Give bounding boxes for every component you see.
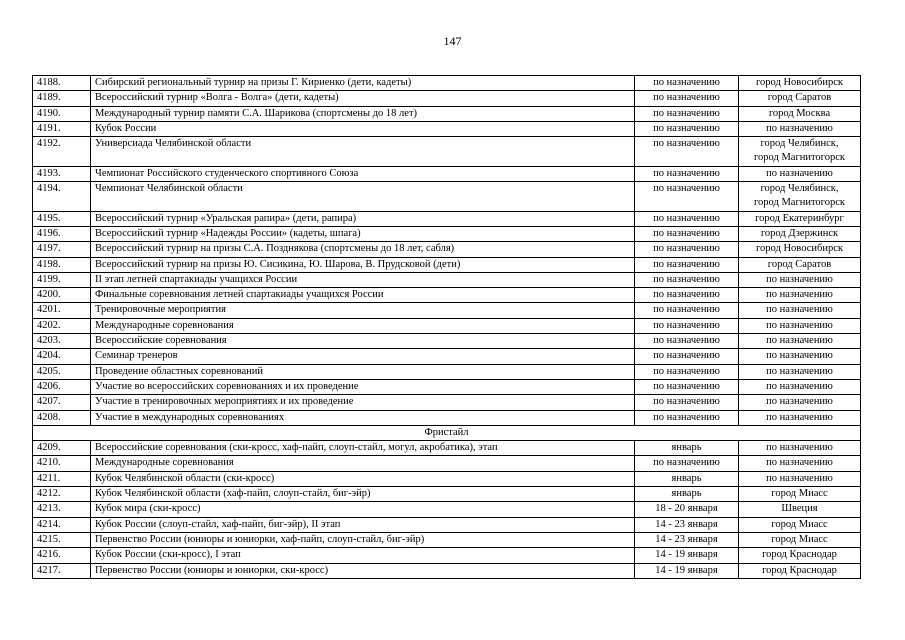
event-date: по назначению bbox=[635, 364, 739, 379]
table-row bbox=[33, 364, 861, 379]
event-place: город Саратов bbox=[739, 91, 861, 106]
table-row bbox=[33, 76, 861, 91]
event-place: город Миасс bbox=[739, 517, 861, 532]
event-name: Универсиада Челябинской области bbox=[91, 137, 635, 167]
row-number: 4208. bbox=[33, 410, 91, 425]
event-name: Всероссийский турнир «Надежды России» (кадеты, шпага) bbox=[91, 226, 635, 241]
event-name: Международный турнир памяти С.А. Шарикова (спортсмены до 18 лет) bbox=[91, 106, 635, 121]
event-name: Всероссийские соревнования (ски-кросс, хаф-пайп, слоуп-стайл, могул, акробатика), этап bbox=[91, 441, 635, 456]
table-row bbox=[33, 211, 861, 226]
table-row bbox=[33, 471, 861, 486]
event-place: по назначению bbox=[739, 379, 861, 394]
event-place: город Новосибирск bbox=[739, 242, 861, 257]
event-place: город Дзержинск bbox=[739, 226, 861, 241]
event-date: 18 - 20 января bbox=[635, 502, 739, 517]
event-place: по назначению bbox=[739, 456, 861, 471]
table-row bbox=[33, 182, 861, 212]
row-number: 4191. bbox=[33, 121, 91, 136]
event-date: 14 - 19 января bbox=[635, 563, 739, 578]
event-date: по назначению bbox=[635, 379, 739, 394]
event-place: по назначению bbox=[739, 334, 861, 349]
table-row bbox=[33, 242, 861, 257]
event-name: Первенство России (юниоры и юниорки, ски-кросс) bbox=[91, 563, 635, 578]
row-number: 4217. bbox=[33, 563, 91, 578]
event-place: город Миасс bbox=[739, 487, 861, 502]
row-number: 4195. bbox=[33, 211, 91, 226]
page-number: 147 bbox=[443, 34, 462, 48]
event-date: по назначению bbox=[635, 257, 739, 272]
event-name: Первенство России (юниоры и юниорки, хаф-пайп, слоуп-стайл, биг-эйр) bbox=[91, 532, 635, 547]
event-place-line: город Челябинск, bbox=[760, 138, 839, 150]
table-row bbox=[33, 257, 861, 272]
table-row bbox=[33, 395, 861, 410]
event-name: Всероссийский турнир «Уральская рапира» (дети, рапира) bbox=[91, 211, 635, 226]
row-number: 4215. bbox=[33, 532, 91, 547]
event-name: Всероссийский турнир «Волга - Волга» (дети, кадеты) bbox=[91, 91, 635, 106]
event-date: по назначению bbox=[635, 288, 739, 303]
event-date: 14 - 23 января bbox=[635, 517, 739, 532]
event-name: Сибирский региональный турнир на призы Г. Кириенко (дети, кадеты) bbox=[91, 76, 635, 91]
event-date: по назначению bbox=[635, 137, 739, 167]
events-table bbox=[32, 75, 861, 579]
event-place: город Саратов bbox=[739, 257, 861, 272]
row-number: 4209. bbox=[33, 441, 91, 456]
event-date: 14 - 23 января bbox=[635, 532, 739, 547]
event-date: по назначению bbox=[635, 91, 739, 106]
table-row bbox=[33, 318, 861, 333]
event-name: Кубок Челябинской области (ски-кросс) bbox=[91, 471, 635, 486]
event-place: город Миасс bbox=[739, 532, 861, 547]
event-date: по назначению bbox=[635, 334, 739, 349]
event-name: Кубок мира (ски-кросс) bbox=[91, 502, 635, 517]
event-place: по назначению bbox=[739, 441, 861, 456]
row-number: 4206. bbox=[33, 379, 91, 394]
event-place-line: город Магнитогорск bbox=[753, 152, 845, 164]
row-number: 4198. bbox=[33, 257, 91, 272]
event-date: по назначению bbox=[635, 166, 739, 181]
event-name: Международные соревнования bbox=[91, 456, 635, 471]
event-date: январь bbox=[635, 487, 739, 502]
event-date: по назначению bbox=[635, 226, 739, 241]
event-name: Участие в тренировочных мероприятиях и их проведение bbox=[91, 395, 635, 410]
event-place: по назначению bbox=[739, 303, 861, 318]
event-place: по назначению bbox=[739, 318, 861, 333]
event-name: Кубок России (ски-кросс), I этап bbox=[91, 548, 635, 563]
table-row bbox=[33, 532, 861, 547]
row-number: 4207. bbox=[33, 395, 91, 410]
event-place: по назначению bbox=[739, 395, 861, 410]
row-number: 4188. bbox=[33, 76, 91, 91]
event-place: по назначению bbox=[739, 288, 861, 303]
row-number: 4199. bbox=[33, 272, 91, 287]
event-name: Кубок Челябинской области (хаф-пайп, слоуп-стайл, биг-эйр) bbox=[91, 487, 635, 502]
event-date: по назначению bbox=[635, 242, 739, 257]
event-name: Финальные соревнования летней спартакиады учащихся России bbox=[91, 288, 635, 303]
row-number: 4193. bbox=[33, 166, 91, 181]
table-row bbox=[33, 456, 861, 471]
table-row bbox=[33, 441, 861, 456]
event-place: по назначению bbox=[739, 364, 861, 379]
row-number: 4203. bbox=[33, 334, 91, 349]
event-name: Проведение областных соревнований bbox=[91, 364, 635, 379]
table-row bbox=[33, 166, 861, 181]
event-place: Швеция bbox=[739, 502, 861, 517]
table-row bbox=[33, 106, 861, 121]
table-row bbox=[33, 349, 861, 364]
event-name: Кубок России (слоуп-стайл, хаф-пайп, биг-эйр), II этап bbox=[91, 517, 635, 532]
row-number: 4189. bbox=[33, 91, 91, 106]
event-date: по назначению bbox=[635, 106, 739, 121]
section-title: Фристайл bbox=[33, 425, 861, 440]
row-number: 4192. bbox=[33, 137, 91, 167]
event-date: по назначению bbox=[635, 303, 739, 318]
event-place-line: город Челябинск, bbox=[760, 183, 839, 195]
event-place: город Краснодар bbox=[739, 563, 861, 578]
event-name: Всероссийские соревнования bbox=[91, 334, 635, 349]
event-place: город Новосибирск bbox=[739, 76, 861, 91]
table-row bbox=[33, 334, 861, 349]
row-number: 4197. bbox=[33, 242, 91, 257]
section-row bbox=[33, 425, 861, 440]
event-place: по назначению bbox=[739, 121, 861, 136]
row-number: 4213. bbox=[33, 502, 91, 517]
event-place: по назначению bbox=[739, 272, 861, 287]
table-row bbox=[33, 379, 861, 394]
event-date: по назначению bbox=[635, 456, 739, 471]
row-number: 4210. bbox=[33, 456, 91, 471]
event-place: по назначению bbox=[739, 471, 861, 486]
event-place-line: город Магнитогорск bbox=[753, 197, 845, 209]
table-row bbox=[33, 288, 861, 303]
event-date: по назначению bbox=[635, 410, 739, 425]
event-name: Семинар тренеров bbox=[91, 349, 635, 364]
event-place: город Москва bbox=[739, 106, 861, 121]
event-place bbox=[739, 137, 861, 167]
row-number: 4216. bbox=[33, 548, 91, 563]
row-number: 4202. bbox=[33, 318, 91, 333]
row-number: 4190. bbox=[33, 106, 91, 121]
event-date: по назначению bbox=[635, 182, 739, 212]
event-place: город Екатеринбург bbox=[739, 211, 861, 226]
row-number: 4200. bbox=[33, 288, 91, 303]
event-date: январь bbox=[635, 441, 739, 456]
row-number: 4196. bbox=[33, 226, 91, 241]
event-name: Участие в международных соревнованиях bbox=[91, 410, 635, 425]
event-name: Чемпионат Российского студенческого спортивного Союза bbox=[91, 166, 635, 181]
event-place: по назначению bbox=[739, 166, 861, 181]
row-number: 4205. bbox=[33, 364, 91, 379]
event-date: по назначению bbox=[635, 211, 739, 226]
event-name: Тренировочные мероприятия bbox=[91, 303, 635, 318]
event-name: Кубок России bbox=[91, 121, 635, 136]
table-row bbox=[33, 303, 861, 318]
row-number: 4211. bbox=[33, 471, 91, 486]
table-row bbox=[33, 410, 861, 425]
table-row bbox=[33, 137, 861, 167]
table-row bbox=[33, 91, 861, 106]
event-name: Международные соревнования bbox=[91, 318, 635, 333]
event-date: 14 - 19 января bbox=[635, 548, 739, 563]
event-name: Всероссийский турнир на призы С.А. Позднякова (спортсмены до 18 лет, сабля) bbox=[91, 242, 635, 257]
event-name: II этап летней спартакиады учащихся России bbox=[91, 272, 635, 287]
table-row bbox=[33, 226, 861, 241]
event-date: по назначению bbox=[635, 349, 739, 364]
event-place: по назначению bbox=[739, 410, 861, 425]
event-date: по назначению bbox=[635, 121, 739, 136]
table-row bbox=[33, 548, 861, 563]
event-name: Чемпионат Челябинской области bbox=[91, 182, 635, 212]
event-place: город Краснодар bbox=[739, 548, 861, 563]
event-place bbox=[739, 182, 861, 212]
table-row bbox=[33, 272, 861, 287]
event-date: по назначению bbox=[635, 76, 739, 91]
event-date: январь bbox=[635, 471, 739, 486]
row-number: 4214. bbox=[33, 517, 91, 532]
event-place: по назначению bbox=[739, 349, 861, 364]
event-name: Всероссийский турнир на призы Ю. Сисикина, Ю. Шарова, В. Прудсковой (дети) bbox=[91, 257, 635, 272]
table-row bbox=[33, 121, 861, 136]
event-name: Участие во всероссийских соревнованиях и их проведение bbox=[91, 379, 635, 394]
table-row bbox=[33, 502, 861, 517]
table-row bbox=[33, 563, 861, 578]
table-row bbox=[33, 487, 861, 502]
table-row bbox=[33, 517, 861, 532]
row-number: 4201. bbox=[33, 303, 91, 318]
event-date: по назначению bbox=[635, 395, 739, 410]
row-number: 4204. bbox=[33, 349, 91, 364]
event-date: по назначению bbox=[635, 318, 739, 333]
row-number: 4212. bbox=[33, 487, 91, 502]
row-number: 4194. bbox=[33, 182, 91, 212]
event-date: по назначению bbox=[635, 272, 739, 287]
